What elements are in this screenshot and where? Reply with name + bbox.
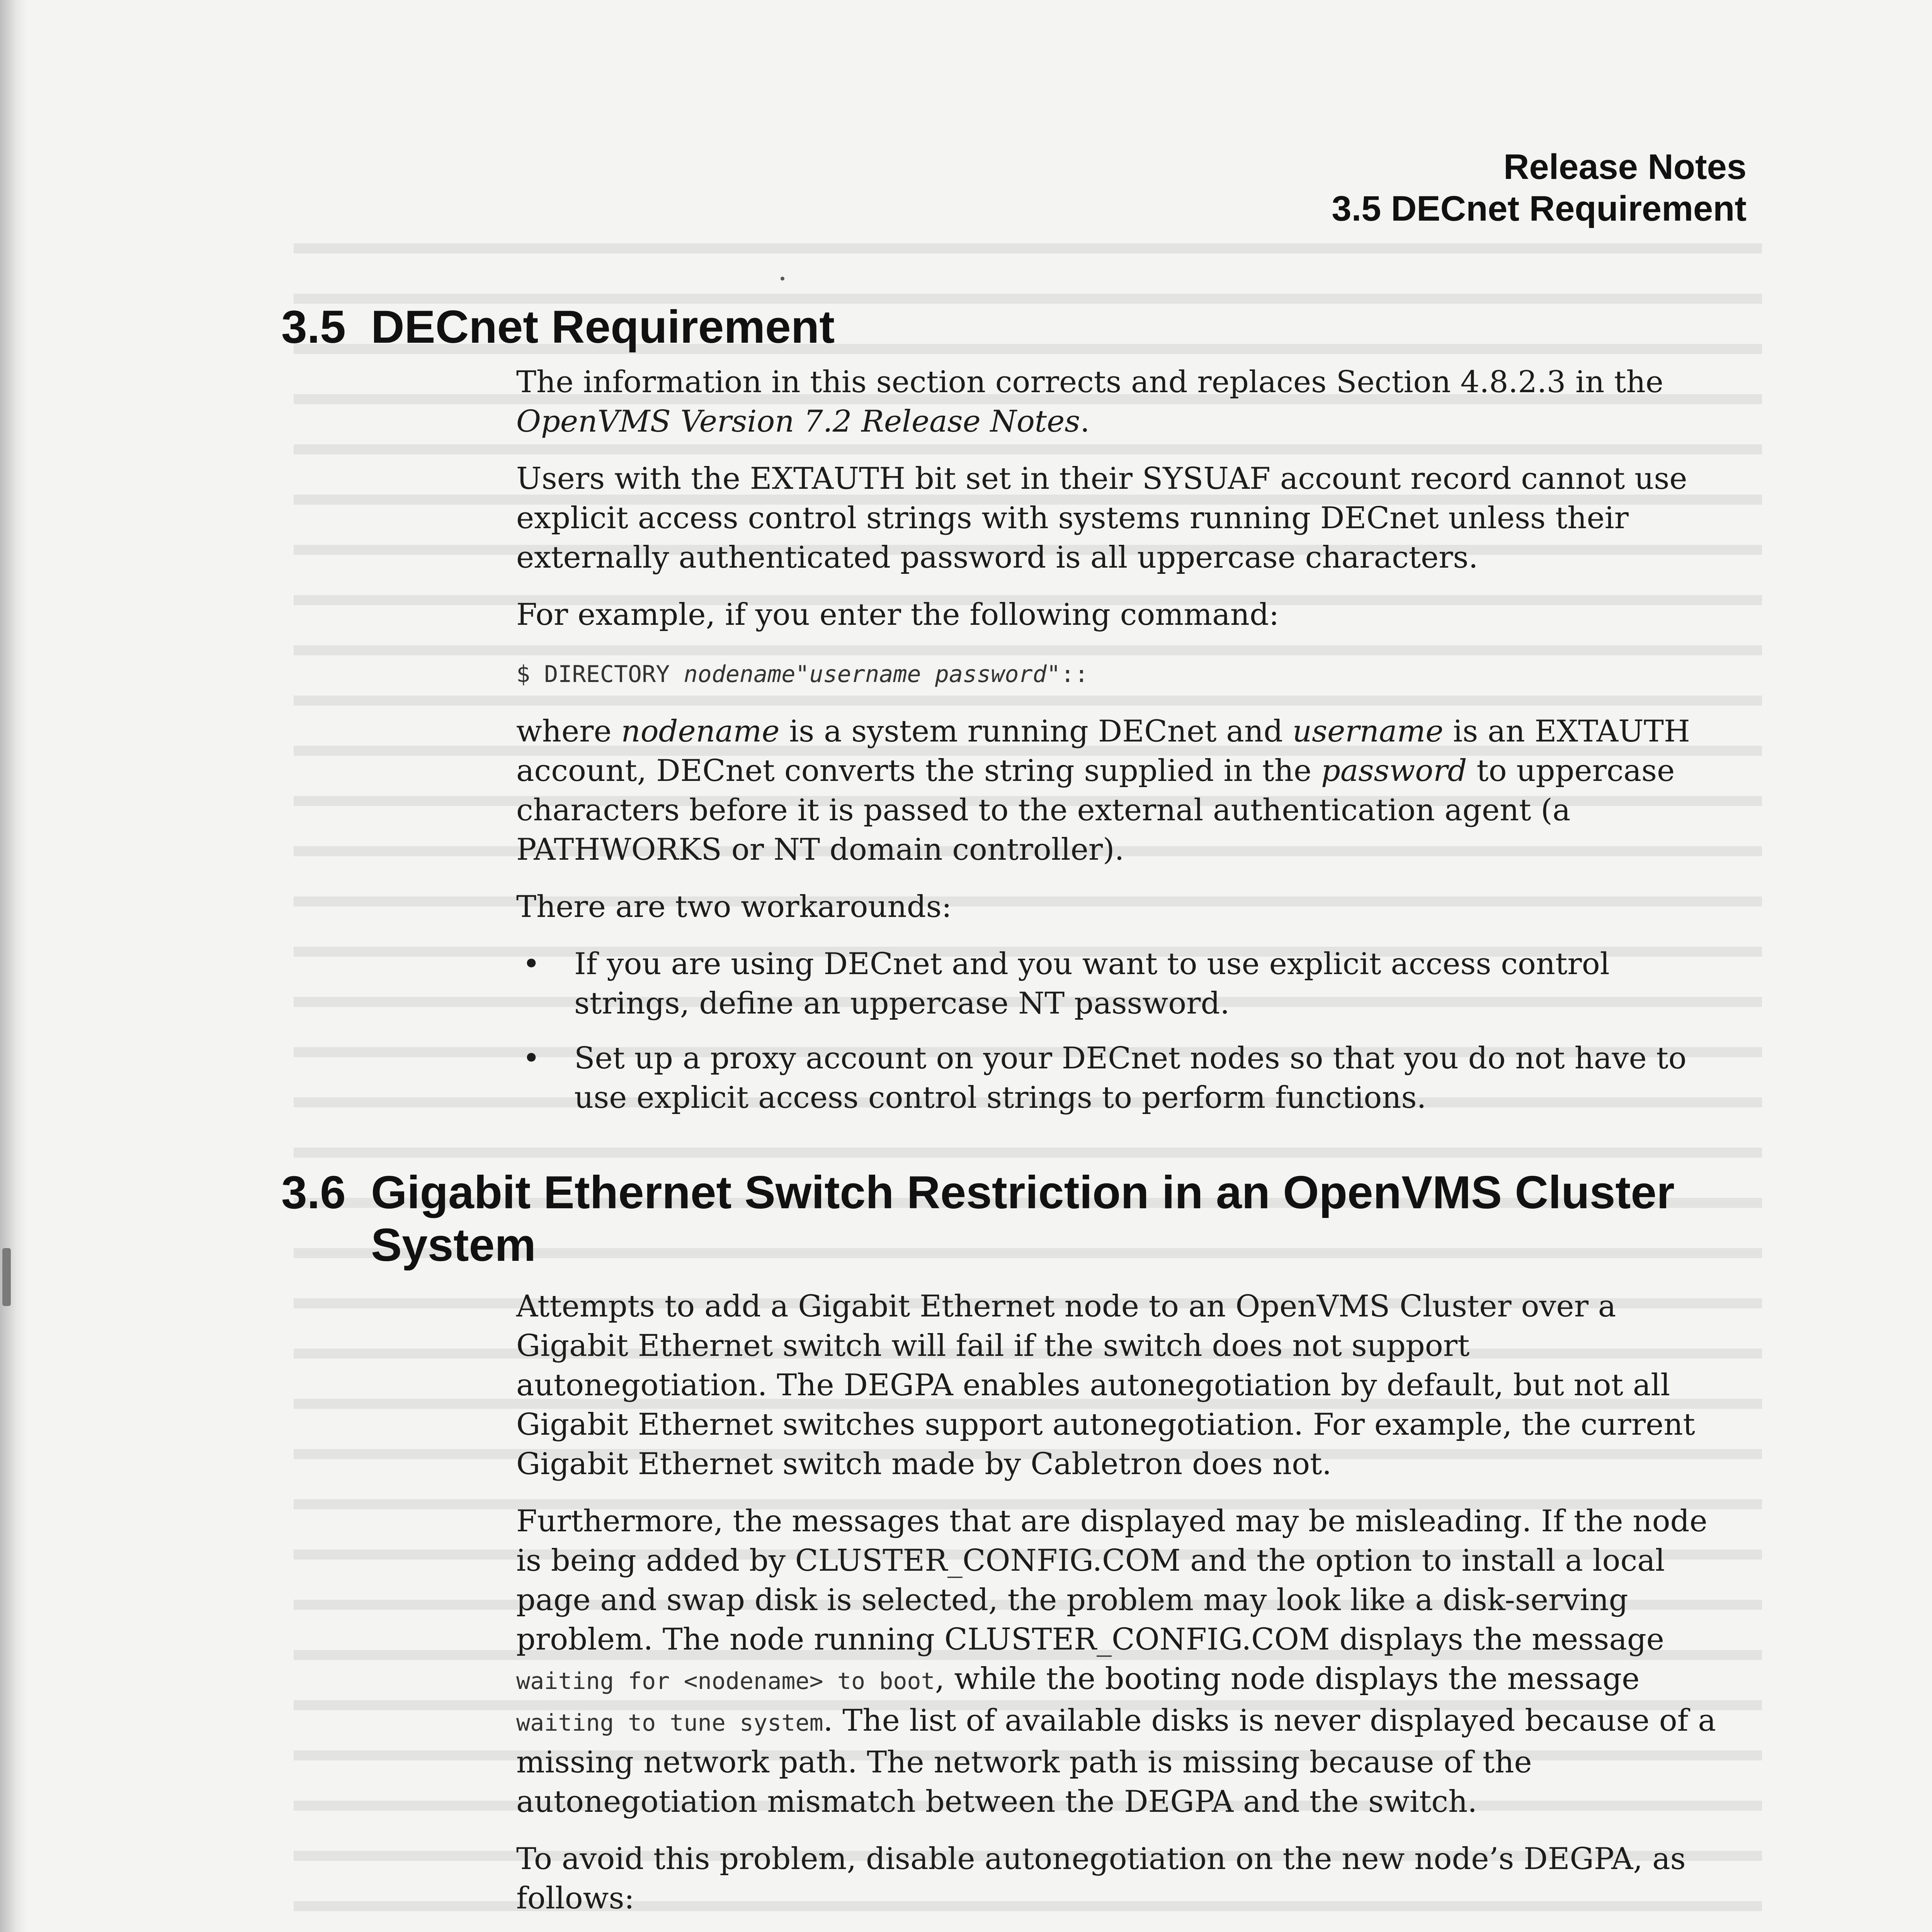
text-run: is a system running DECnet and — [779, 714, 1293, 749]
scan-left-edge — [0, 0, 27, 1932]
paragraph: For example, if you enter the following command: — [516, 597, 1279, 632]
paragraph: To avoid this problem, disable autonegotiation on the new node’s DEGPA, as follows: — [516, 1842, 1686, 1916]
list-item-text: If you are using DECnet and you want to use explicit access control strings, define an uppercase NT password. — [574, 947, 1610, 1021]
italic-term: password — [1321, 753, 1467, 788]
running-header — [1332, 146, 1747, 230]
section-body-3-5 — [516, 362, 1726, 1133]
section-heading-3-5 — [281, 301, 835, 353]
paragraph: There are two workarounds: — [516, 889, 952, 924]
paragraph — [516, 712, 1726, 869]
section-title-continued: System — [371, 1219, 536, 1271]
list-item — [516, 944, 1726, 1023]
section-title: Gigabit Ethernet Switch Restriction in an OpenVMS Cluster — [371, 1167, 1675, 1218]
text-run: Furthermore, the messages that are displayed may be misleading. If the node is being added by CLUSTER_CONFIG.COM and the option to install a local page and swap disk is selected, the problem may look like a disk-serving problem. The node running CLUSTER_CONFIG.COM displays the message — [516, 1504, 1708, 1657]
italic-term: username — [1292, 714, 1444, 749]
paragraph: Attempts to add a Gigabit Ethernet node to an OpenVMS Cluster over a Gigabit Ethernet switch will fail if the switch does not support autonegotiation. The DEGPA enables autonegotiation by default, but not all Gigabit Ethernet switches support autonegotiation. For example, the current Gigabit Ethernet switch made by Cabletron does not. — [516, 1289, 1695, 1481]
paragraph — [516, 1502, 1726, 1821]
bullet-icon: • — [522, 1041, 541, 1076]
paragraph — [516, 362, 1726, 441]
list-item — [516, 1039, 1726, 1117]
text-run: to uppercase characters before it is passed to the external authentication agent (a PATHWORKS or NT domain controller). — [516, 753, 1675, 867]
section-number: 3.6 — [281, 1167, 346, 1218]
paragraph: Users with the EXTAUTH bit set in their SYSUAF account record cannot use explicit access control strings with systems running DECnet unless their externally authenticated password is all uppercase characters. — [516, 461, 1687, 575]
running-header-section: 3.5 DECnet Requirement — [1332, 189, 1747, 228]
section-body-3-6 — [516, 1287, 1726, 1932]
dust-speck — [781, 277, 784, 281]
running-header-title: Release Notes — [1503, 147, 1747, 187]
text-run: , while the booting node displays the message — [935, 1662, 1640, 1696]
text-run: is an EXTAUTH account, DECnet converts the string supplied in the — [516, 714, 1690, 788]
section-heading-3-6 — [281, 1166, 1711, 1271]
italic-term: nodename — [621, 714, 780, 749]
code-italic: nodename"username password" — [684, 661, 1061, 688]
section-number: 3.5 — [281, 301, 346, 353]
binding-mark — [2, 1248, 11, 1306]
list-item-text: Set up a proxy account on your DECnet nodes so that you do not have to use explicit access control strings to perform functions. — [574, 1041, 1687, 1115]
code-text: :: — [1060, 661, 1089, 688]
bullet-icon: • — [522, 947, 541, 981]
text-run: where — [516, 714, 621, 749]
code-example — [516, 652, 1726, 694]
text-run: . The list of available disks is never displayed because of a missing network path. The network path is missing because of the autonegotiation mismatch between the DEGPA and the switch. — [516, 1703, 1716, 1819]
section-title: DECnet Requirement — [371, 301, 835, 353]
bullet-list — [516, 944, 1726, 1117]
code-message: waiting to tune system — [516, 1709, 823, 1736]
code-message: waiting for <nodename> to boot — [516, 1668, 935, 1695]
italic-title: OpenVMS Version 7.2 Release Notes — [516, 404, 1080, 439]
text-run: . — [1080, 404, 1090, 439]
text-run: The information in this section corrects and replaces Section 4.8.2.3 in the — [516, 365, 1663, 400]
code-text: $ DIRECTORY — [516, 661, 684, 688]
